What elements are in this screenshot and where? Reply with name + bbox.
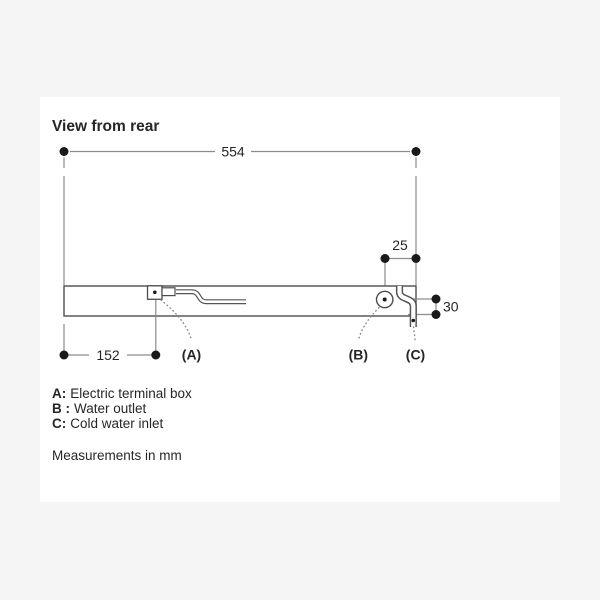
legend-label-a: Electric terminal box bbox=[70, 386, 192, 401]
dim-30-dot-bottom bbox=[432, 310, 441, 319]
water-outlet bbox=[377, 291, 393, 307]
leader-c bbox=[414, 327, 416, 341]
legend-item-a bbox=[52, 386, 192, 401]
dim-554-value: 554 bbox=[221, 143, 245, 160]
dim-25-value: 25 bbox=[392, 237, 408, 253]
legend-key-c: C: bbox=[52, 416, 67, 432]
dimension-554 bbox=[64, 152, 416, 286]
legend-label-c: Cold water inlet bbox=[70, 416, 164, 432]
measurements-note: Measurements in mm bbox=[52, 448, 182, 463]
label-a: (A) bbox=[181, 346, 202, 363]
dim-152-dot-left bbox=[60, 351, 69, 360]
page-title: View from rear bbox=[52, 118, 160, 135]
legend-key-b: B : bbox=[52, 401, 70, 417]
dim-554-dot-left bbox=[60, 147, 69, 156]
dim-30-dot-top bbox=[432, 295, 441, 304]
legend-label-b: Water outlet bbox=[74, 401, 147, 417]
legend bbox=[52, 386, 192, 432]
legend-item-c bbox=[52, 416, 192, 431]
dim-152-value: 152 bbox=[96, 347, 120, 363]
dim-25-dot-right bbox=[412, 254, 421, 263]
dim-30-value: 30 bbox=[443, 298, 459, 315]
dim-152-dot-right bbox=[151, 351, 160, 360]
label-c: (C) bbox=[405, 346, 426, 363]
dim-25-dot-left bbox=[381, 254, 390, 263]
legend-item-b bbox=[52, 401, 192, 416]
dim-554-dot-right bbox=[412, 147, 421, 156]
legend-key-a: A: bbox=[52, 386, 67, 401]
label-b: (B) bbox=[348, 346, 369, 363]
